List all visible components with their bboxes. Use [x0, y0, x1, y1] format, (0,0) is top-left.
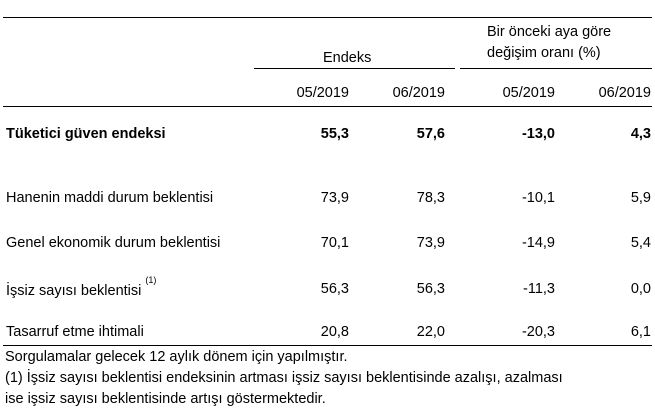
- row-label-general-economic: Genel ekonomik durum beklentisi: [6, 235, 221, 251]
- note-footnote-1: (1) İşsiz sayısı beklentisi endeksinin artması işsiz sayısı beklentisinde azalışı, azalması: [5, 370, 563, 386]
- cell: 73,9: [320, 190, 349, 206]
- col-header-index-0619: 06/2019: [392, 85, 445, 101]
- row-label-household-financial: Hanenin maddi durum beklentisi: [6, 190, 214, 206]
- cell: 57,6: [416, 126, 445, 142]
- cell: -14,9: [521, 235, 555, 251]
- cell: -10,1: [521, 190, 555, 206]
- cell: 73,9: [416, 235, 445, 251]
- header-index-group: Endeks: [323, 50, 372, 66]
- row-label-unemployed-expectation: [6, 275, 157, 299]
- table-top-border: [3, 17, 652, 18]
- cell: 4,3: [630, 126, 651, 142]
- index-group-underline: [254, 68, 455, 69]
- cell: 78,3: [416, 190, 445, 206]
- col-header-index-0519: 05/2019: [296, 85, 349, 101]
- col-header-change-0619: 06/2019: [598, 85, 651, 101]
- cell: 56,3: [416, 281, 445, 297]
- cell: 0,0: [630, 281, 651, 297]
- header-change-group-line1: Bir önceki aya göre: [487, 24, 612, 40]
- header-bottom-border: [3, 106, 652, 107]
- cell: 6,1: [630, 324, 651, 340]
- note-survey-period: Sorgulamalar gelecek 12 aylık dönem için yapılmıştır.: [5, 349, 348, 365]
- header-change-group-line2: değişim oranı (%): [487, 45, 601, 61]
- footnote-marker: (1): [145, 275, 157, 285]
- cell: -20,3: [521, 324, 555, 340]
- row-label-consumer-confidence: Tüketici güven endeksi: [6, 126, 166, 142]
- note-footnote-1-cont: ise işsiz sayısı beklentisinde artışı göstermektedir.: [5, 391, 326, 407]
- cell: 55,3: [320, 126, 349, 142]
- cell: 70,1: [320, 235, 349, 251]
- cell: 56,3: [320, 281, 349, 297]
- cell: 20,8: [320, 324, 349, 340]
- change-group-underline: [460, 68, 652, 69]
- cell: 22,0: [416, 324, 445, 340]
- cell: -13,0: [521, 126, 555, 142]
- col-header-change-0519: 05/2019: [502, 85, 555, 101]
- row-label-text: İşsiz sayısı beklentisi: [6, 282, 142, 299]
- cell: 5,4: [630, 235, 651, 251]
- cell: 5,9: [630, 190, 651, 206]
- row-label-saving-probability: Tasarruf etme ihtimali: [6, 324, 144, 340]
- table-bottom-border: [3, 345, 652, 346]
- cell: -11,3: [523, 281, 555, 297]
